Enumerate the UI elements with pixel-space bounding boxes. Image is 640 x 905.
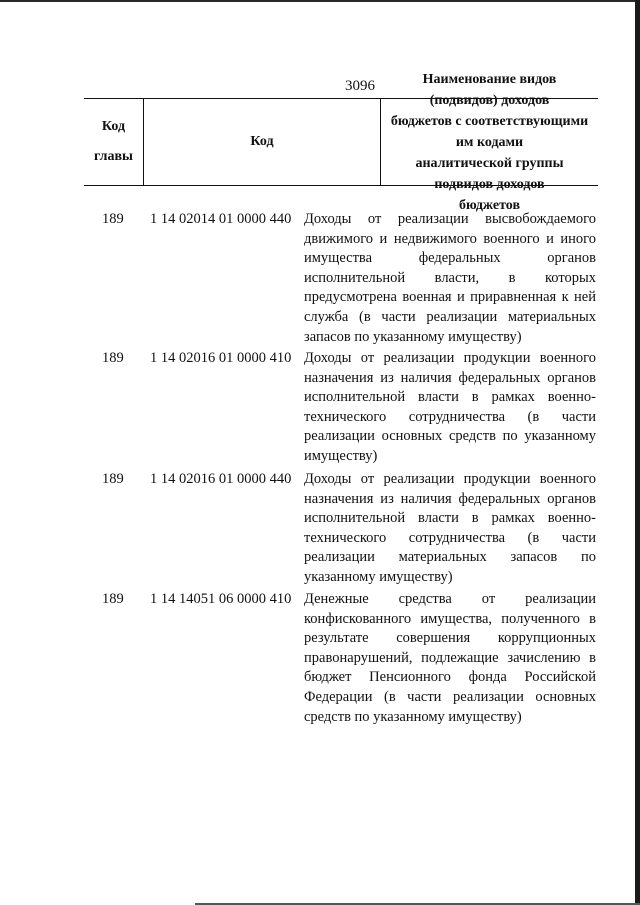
income-description [304, 349, 596, 467]
description-line: реализации материальных запасов по [304, 549, 596, 566]
income-description [304, 210, 596, 347]
description-line: движимого и недвижимого военного и иного [304, 230, 596, 247]
description-line: имущества федеральных органов [304, 250, 596, 267]
header-name-line: бюджетов [458, 197, 521, 213]
header-name [381, 71, 598, 213]
description-line: исполнительной власти в рамках военно- [304, 389, 596, 406]
income-code: 1 14 02014 01 0000 440 [150, 211, 292, 227]
page-number: 3096 [345, 78, 375, 94]
description-line: назначения из наличия федеральных органов [304, 369, 596, 386]
description-line: правонарушений, подлежащие зачислению в [304, 649, 596, 666]
header-chapter-line: главы [94, 149, 133, 164]
header-name-line: бюджетов с соответствующими им кодами [390, 113, 589, 150]
description-line: реализации основных средств по указанному [304, 428, 596, 445]
chapter-code: 189 [102, 591, 124, 607]
description-line: Денежные средства от реализации [304, 591, 596, 607]
description-line: назначения из наличия федеральных органов [304, 490, 596, 507]
chapter-code: 189 [102, 211, 124, 227]
description-line: Доходы от реализации высвобождаемого [304, 211, 596, 227]
chapter-code: 189 [102, 350, 124, 366]
description-line: конфискованного имущества, полученного в [304, 610, 596, 627]
description-line: указанному имуществу) [304, 568, 453, 585]
description-line: имуществу) [304, 447, 378, 464]
description-line: Федерации (в части реализации основных [304, 688, 596, 705]
header-chapter-code [84, 99, 144, 185]
header-code: Код [144, 99, 381, 185]
description-line: запасов по указанному имуществу) [304, 328, 522, 345]
income-code: 1 14 02016 01 0000 410 [150, 350, 292, 366]
description-line: предусмотрена военная и приравненная к ней [304, 289, 596, 306]
description-line: технического сотрудничества (в части [304, 408, 596, 425]
description-line: бюджет Пенсионного фонда Российской [304, 669, 596, 686]
header-name-line: аналитической группы подвидов доходов [415, 155, 564, 192]
description-line: исполнительной власти, в которых [304, 269, 596, 286]
description-line: служба (в части реализации материальных [304, 308, 596, 325]
header-name-line: Наименование видов (подвидов) доходов [422, 71, 557, 108]
scan-edge-top [0, 0, 640, 2]
income-code: 1 14 02016 01 0000 440 [150, 471, 292, 487]
description-line: исполнительной власти в рамках военно- [304, 510, 596, 527]
income-code: 1 14 14051 06 0000 410 [150, 591, 292, 607]
scan-edge-right [635, 0, 640, 905]
description-line: средств по указанному имуществу) [304, 708, 522, 725]
income-description [304, 590, 596, 727]
description-line: Доходы от реализации продукции военного [304, 350, 596, 366]
header-chapter-line: Код [101, 119, 126, 134]
description-line: Доходы от реализации продукции военного [304, 471, 596, 487]
chapter-code: 189 [102, 471, 124, 487]
description-line: технического сотрудничества (в части [304, 529, 596, 546]
income-description [304, 470, 596, 588]
description-line: результате совершения коррупционных [304, 630, 596, 647]
